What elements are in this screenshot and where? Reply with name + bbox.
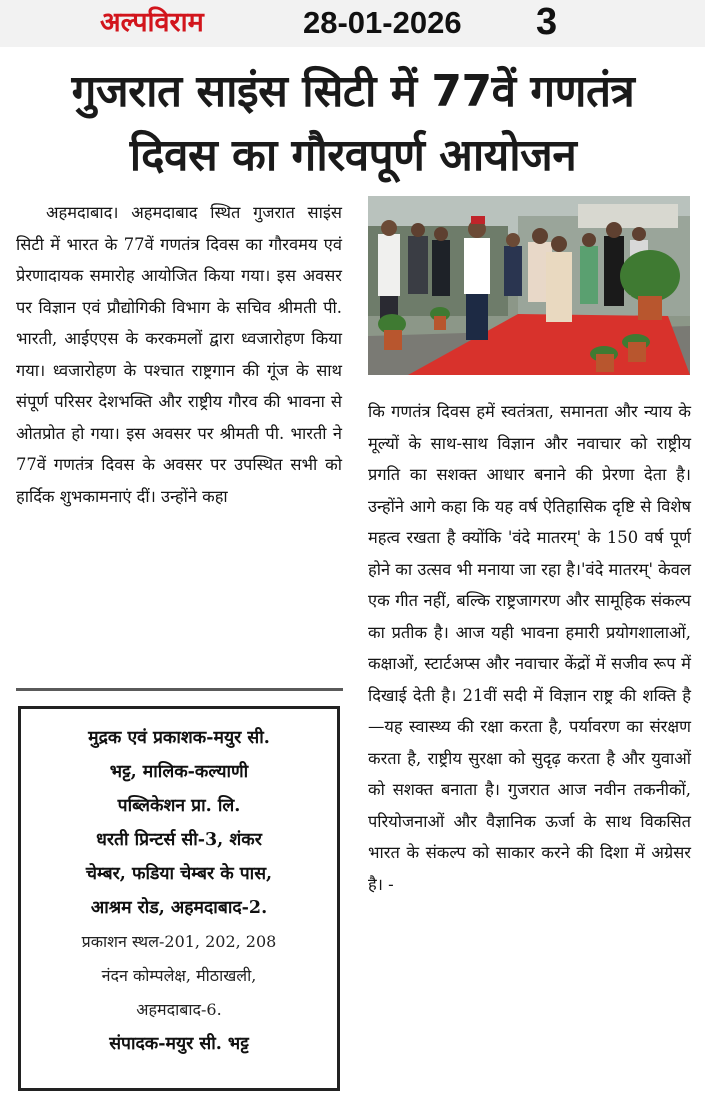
imprint-line: आश्रम रोड, अहमदाबाद-2.: [90, 898, 268, 918]
headline: [8, 60, 698, 188]
paper-name: अल्पविराम: [100, 7, 204, 38]
imprint-line: पब्लिकेशन प्रा. लि.: [117, 796, 241, 816]
imprint-line: धरती प्रिन्टर्स सी-3, शंकर: [96, 830, 262, 850]
article-text-right: कि गणतंत्र दिवस हमें स्वतंत्रता, समानता और न्याय के मूल्यों के साथ-साथ विज्ञान और नवाचार को राष्ट्रीय प्रगति का सशक्त आधार बनाने की प्रेरणा देता है। उन्होंने आगे कहा कि यह वर्ष ऐतिहासिक दृष्टि से विशेष महत्व रखता है क्योंकि 'वंदे मातरम्' के 150 वर्ष पूर्ण होने का उत्सव भी मनाया जा रहा है।'वंदे मातरम्' केवल एक गीत नहीं, बल्कि राष्ट्रजागरण और सामूहिक संकल्प का प्रतीक है। आज यही भावना हमारी प्रयोगशालाओं, कक्षाओं, स्टार्टअप्स और नवाचार केंद्रों में सजीव रूप में दिखाई देती है। 21वीं सदी में विज्ञान राष्ट्र की शक्ति है—यह स्वास्थ्य की रक्षा करता है, पर्यावरण का संरक्षण करता है, राष्ट्रीय सुरक्षा को सुदृढ़ करता है और युवाओं को सशक्त बनाता है। गुजरात आज नवीन तकनीकों, परियोजनाओं और वैज्ञानिक ऊर्जा के साथ विकसित भारत के संकल्प को साकार करने की दिशा में अग्रेसर है। -: [368, 402, 691, 894]
page-number: 3: [536, 1, 558, 43]
imprint-line: नंदन कोम्पलेक्ष, मीठाखली,: [101, 966, 257, 985]
editor-line: संपादक-मयुर सी. भट्ट: [109, 1034, 249, 1054]
headline-line-2: दिवस का गौरवपूर्ण आयोजन: [129, 130, 577, 181]
article-left-column: [16, 197, 342, 512]
masthead-bar: [0, 0, 705, 47]
flag-hoisting-photo: [368, 196, 690, 375]
imprint-line: प्रकाशन स्थल-201, 202, 208: [81, 932, 277, 951]
article-text-left: अहमदाबाद। अहमदाबाद स्थित गुजरात साइंस सिटी में भारत के 77वें गणतंत्र दिवस का गौरवमय एवं प्रेरणादायक समारोह आयोजित किया गया। इस अवसर पर विज्ञान एवं प्रौद्योगिकी विभाग के सचिव श्रीमती पी. भारती, आईएएस के करकमलों द्वारा ध्वजारोहण किया गया। ध्वजारोहण के पश्चात राष्ट्रगान की गूंज के साथ संपूर्ण परिसर देशभक्ति और राष्ट्रीय गौरव की भावना से ओतप्रोत हो गया। इस अवसर पर श्रीमती पी. भारती ने 77वें गणतंत्र दिवस के अवसर पर उपस्थित सभी को हार्दिक शुभकामनाएं दीं। उन्होंने कहा: [16, 203, 342, 506]
article-right-column: [368, 396, 691, 900]
issue-date: 28-01-2026: [303, 5, 462, 40]
event-photo: [368, 196, 690, 375]
imprint-line: अहमदाबाद-6.: [136, 1000, 222, 1019]
imprint-line: भट्ट, मालिक-कल्याणी: [109, 762, 249, 782]
column-divider: [16, 688, 343, 691]
imprint-box: [18, 706, 340, 1091]
imprint-line: मुद्रक एवं प्रकाशक-मयुर सी.: [88, 728, 270, 748]
imprint-line: चेम्बर, फडिया चेम्बर के पास,: [85, 864, 273, 884]
headline-line-1: गुजरात साइंस सिटी में 77वें गणतंत्र: [71, 66, 635, 117]
